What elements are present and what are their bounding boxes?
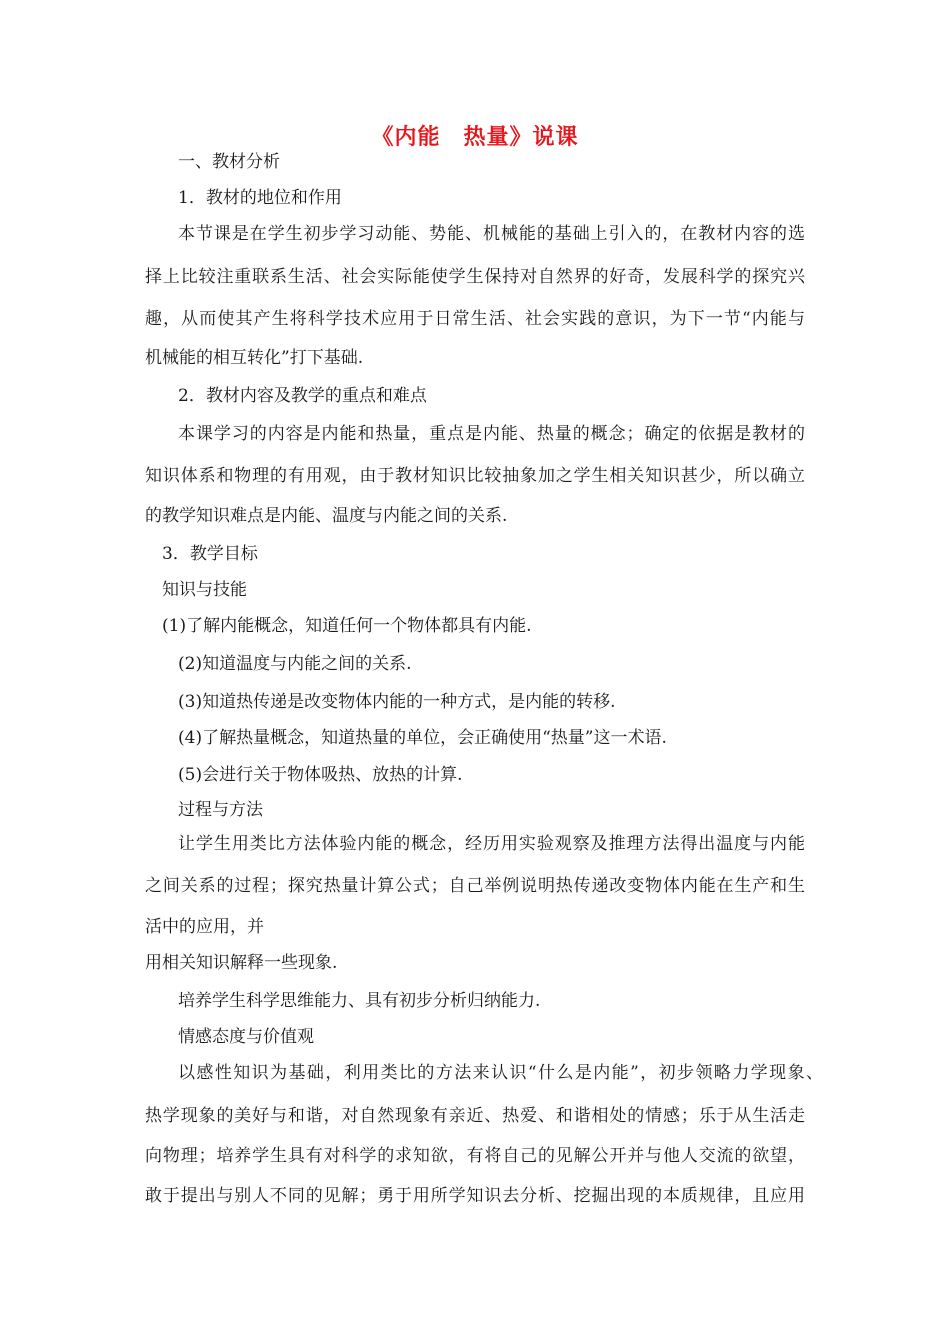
paragraph-line: 向物理；培养学生具有对科学的求知欲，有将自己的见解公开并与他人交流的欲望， xyxy=(145,1146,805,1166)
paragraph-line: 之间关系的过程；探究热量计算公式；自己举例说明热传递改变物体内能在生产和生 xyxy=(145,876,805,896)
subsection-heading: 2．教材内容及教学的重点和难点 xyxy=(178,386,427,406)
paragraph-line: 本课学习的内容是内能和热量，重点是内能、热量的概念；确定的依据是教材的 xyxy=(178,424,805,444)
subsection-heading: 1．教材的地位和作用 xyxy=(178,188,342,208)
list-item: (1)了解内能概念，知道任何一个物体都具有内能. xyxy=(162,616,532,636)
subsection-heading: 知识与技能 xyxy=(162,580,247,600)
paragraph-line: 本节课是在学生初步学习动能、势能、机械能的基础上引入的，在教材内容的选 xyxy=(178,224,805,244)
list-item: (3)知道热传递是改变物体内能的一种方式，是内能的转移. xyxy=(178,692,616,712)
paragraph-line: 趣，从而使其产生将科学技术应用于日常生活、社会实践的意识，为下一节“内能与 xyxy=(145,309,805,329)
paragraph-line: 活中的应用，并 xyxy=(145,917,264,937)
paragraph-line: 用相关知识解释一些现象. xyxy=(145,953,338,973)
section-heading: 一、教材分析 xyxy=(178,152,280,172)
paragraph-line: 让学生用类比方法体验内能的概念，经历用实验观察及推理方法得出温度与内能 xyxy=(178,834,805,854)
subsection-heading: 情感态度与价值观 xyxy=(178,1027,314,1047)
paragraph-line: 热学现象的美好与和谐，对自然现象有亲近、热爱、和谐相处的情感；乐于从生活走 xyxy=(145,1106,805,1126)
list-item: (2)知道温度与内能之间的关系. xyxy=(178,654,412,674)
paragraph-line: 择上比较注重联系生活、社会实际能使学生保持对自然界的好奇，发展科学的探究兴 xyxy=(145,267,805,287)
paragraph-line: 敢于提出与别人不同的见解；勇于用所学知识去分析、挖掘出现的本质规律，且应用 xyxy=(145,1186,805,1206)
list-item: (5)会进行关于物体吸热、放热的计算. xyxy=(178,765,463,785)
paragraph-line: 机械能的相互转化”打下基础. xyxy=(145,348,364,368)
paragraph-line: 的教学知识难点是内能、温度与内能之间的关系. xyxy=(145,506,508,526)
list-item: (4)了解热量概念，知道热量的单位，会正确使用“热量”这一术语. xyxy=(178,728,667,748)
subsection-heading: 3．教学目标 xyxy=(162,544,258,564)
paragraph-line: 知识体系和物理的有用观，由于教材知识比较抽象加之学生相关知识甚少，所以确立 xyxy=(145,466,805,486)
document-title: 《内能 热量》说课 xyxy=(371,124,579,150)
subsection-heading: 过程与方法 xyxy=(178,800,263,820)
paragraph-line: 培养学生科学思维能力、具有初步分析归纳能力. xyxy=(178,991,541,1011)
paragraph-line: 以感性知识为基础，利用类比的方法来认识“什么是内能”，初步领略力学现象、 xyxy=(178,1063,823,1083)
